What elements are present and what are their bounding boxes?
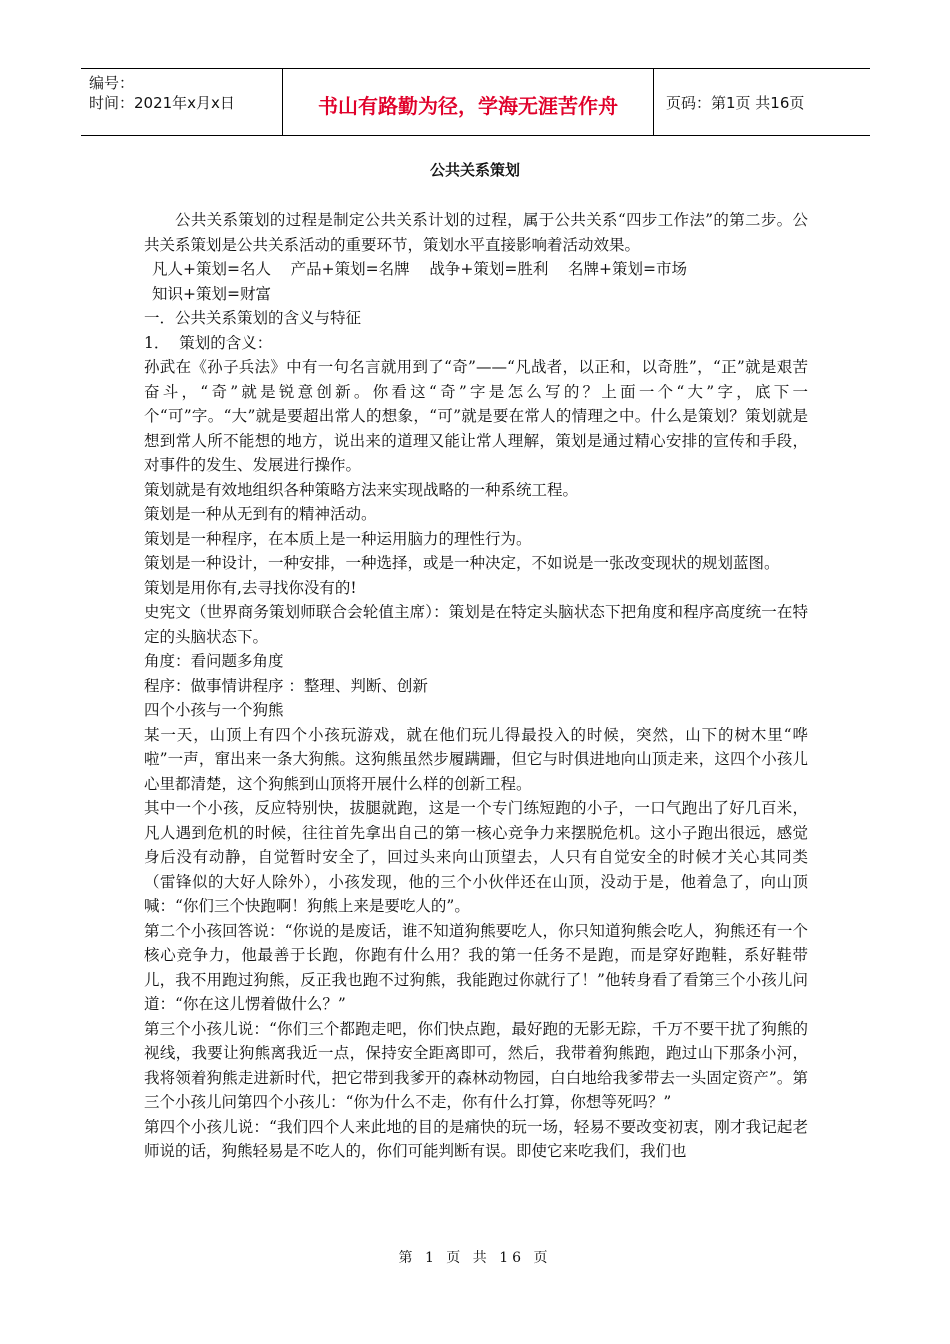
header-table [81,68,870,136]
paragraph: 孙武在《孙子兵法》中有一句名言就用到了“奇”——“凡战者，以正和，以奇胜”，“正”就是艰苦奋斗，“奇”就是锐意创新。你看这“奇”字是怎么写的？上面一个“大”字，底下一个“可”字。“大”就是要超出常人的想象，“可”就是要在常人的情理之中。什么是策划？策划就是想到常人所不能想的地方，说出来的道理又能让常人理解，策划是通过精心安排的宣传和手段，对事件的发生、发展进行操作。 [144,358,808,474]
paragraph: 策划是一种从无到有的精神活动。 [144,505,377,523]
document-number: 编号： [89,74,135,92]
header-page-number: 页码：第1页 共16页 [666,93,805,112]
paragraph: 凡人+策划=名人 产品+策划=名牌 战争+策划=胜利 名牌+策划=市场 [152,260,688,278]
page-footer: 第 1 页 共 16 页 [398,1250,552,1266]
document-title: 公共关系策划 [429,161,520,179]
header-motto: 书山有路勤为径，学海无涯苦作舟 [283,69,654,135]
paragraph: 史宪文（世界商务策划师联合会轮值主席）：策划是在特定头脑状态下把角度和程序高度统一在特定的头脑状态下。 [144,603,808,646]
section-heading: 一．公共关系策划的含义与特征 [144,309,362,327]
header-meta [81,69,283,135]
paragraph: 策划就是有效地组织各种策略方法来实现战略的一种系统工程。 [144,480,579,499]
paragraph: 第三个小孩儿说：“你们三个都跑走吧，你们快点跑，最好跑的无影无踪，千万不要干扰了狗熊的视线，我要让狗熊离我近一点，保持安全距离即可，然后，我带着狗熊跑，跑过山下那条小河，我将领着狗熊走进新时代，把它带到我爹开的森林动物园，白白地给我爹带去一头固定资产”。第三个小孩儿问第四个小孩儿：“你为什么不走，你有什么打算，你想等死吗？” [144,1019,808,1111]
paragraph: 第二个小孩回答说：“你说的是废话，谁不知道狗熊要吃人，你只知道狗熊会吃人，狗熊还有一个核心竞争力，他最善于长跑，你跑有什么用？我的第一任务不是跑，而是穿好跑鞋，系好鞋带儿，我不用跑过狗熊，反正我也跑不过狗熊，我能跑过你就行了！”他转身看了看第三个小孩儿问道：“你在这儿愣着做什么？” [144,921,808,1013]
document-body [144,208,808,1164]
document-date: 时间：2021年x月x日 [89,94,235,112]
paragraph: 程序：做事情讲程序 ：整理、判断、创新 [144,676,428,695]
paragraph: 第四个小孩儿说：“我们四个人来此地的目的是痛快的玩一场，轻易不要改变初衷，刚才我记起老师说的话，狗熊轻易是不吃人的，你们可能判断有误。即使它来吃我们，我们也 [144,1117,808,1160]
paragraph: 某一天，山顶上有四个小孩玩游戏，就在他们玩儿得最投入的时候，突然，山下的树木里“哗啦”一声，窜出来一条大狗熊。这狗熊虽然步履蹒跚，但它与时俱进地向山顶走来，这四个小孩儿心里都清楚，这个狗熊到山顶将开展什么样的创新工程。 [144,725,808,793]
paragraph: 公共关系策划的过程是制定公共关系计划的过程，属于公共关系“四步工作法”的第二步。公共关系策划是公共关系活动的重要环节，策划水平直接影响着活动效果。 [144,211,808,254]
paragraph: 策划是一种程序，在本质上是一种运用脑力的理性行为。 [144,529,532,548]
story-title: 四个小孩与一个狗熊 [144,701,284,719]
paragraph: 知识+策划=财富 [152,284,271,303]
paragraph: 策划是用你有,去寻找你没有的! [144,578,357,597]
paragraph: 策划是一种设计，一种安排，一种选择，或是一种决定，不如说是一张改变现状的规划蓝图。 [144,554,780,572]
paragraph: 其中一个小孩，反应特别快，拔腿就跑，这是一个专门练短跑的小子，一口气跑出了好几百米，凡人遇到危机的时候，往往首先拿出自己的第一核心竞争力来摆脱危机。这小子跑出很远，感觉身后没有动静，自觉暂时安全了，回过头来向山顶望去，人只有自觉安全的时候才关心其同类（雷锋似的大好人除外），小孩发现，他的三个小伙伴还在山顶，没动于是，他着急了，向山顶喊：“你们三个快跑啊！狗熊上来是要吃人的”。 [144,799,808,915]
subsection-heading: 1． 策划的含义： [144,333,273,352]
paragraph: 角度：看问题多角度 [144,652,284,670]
